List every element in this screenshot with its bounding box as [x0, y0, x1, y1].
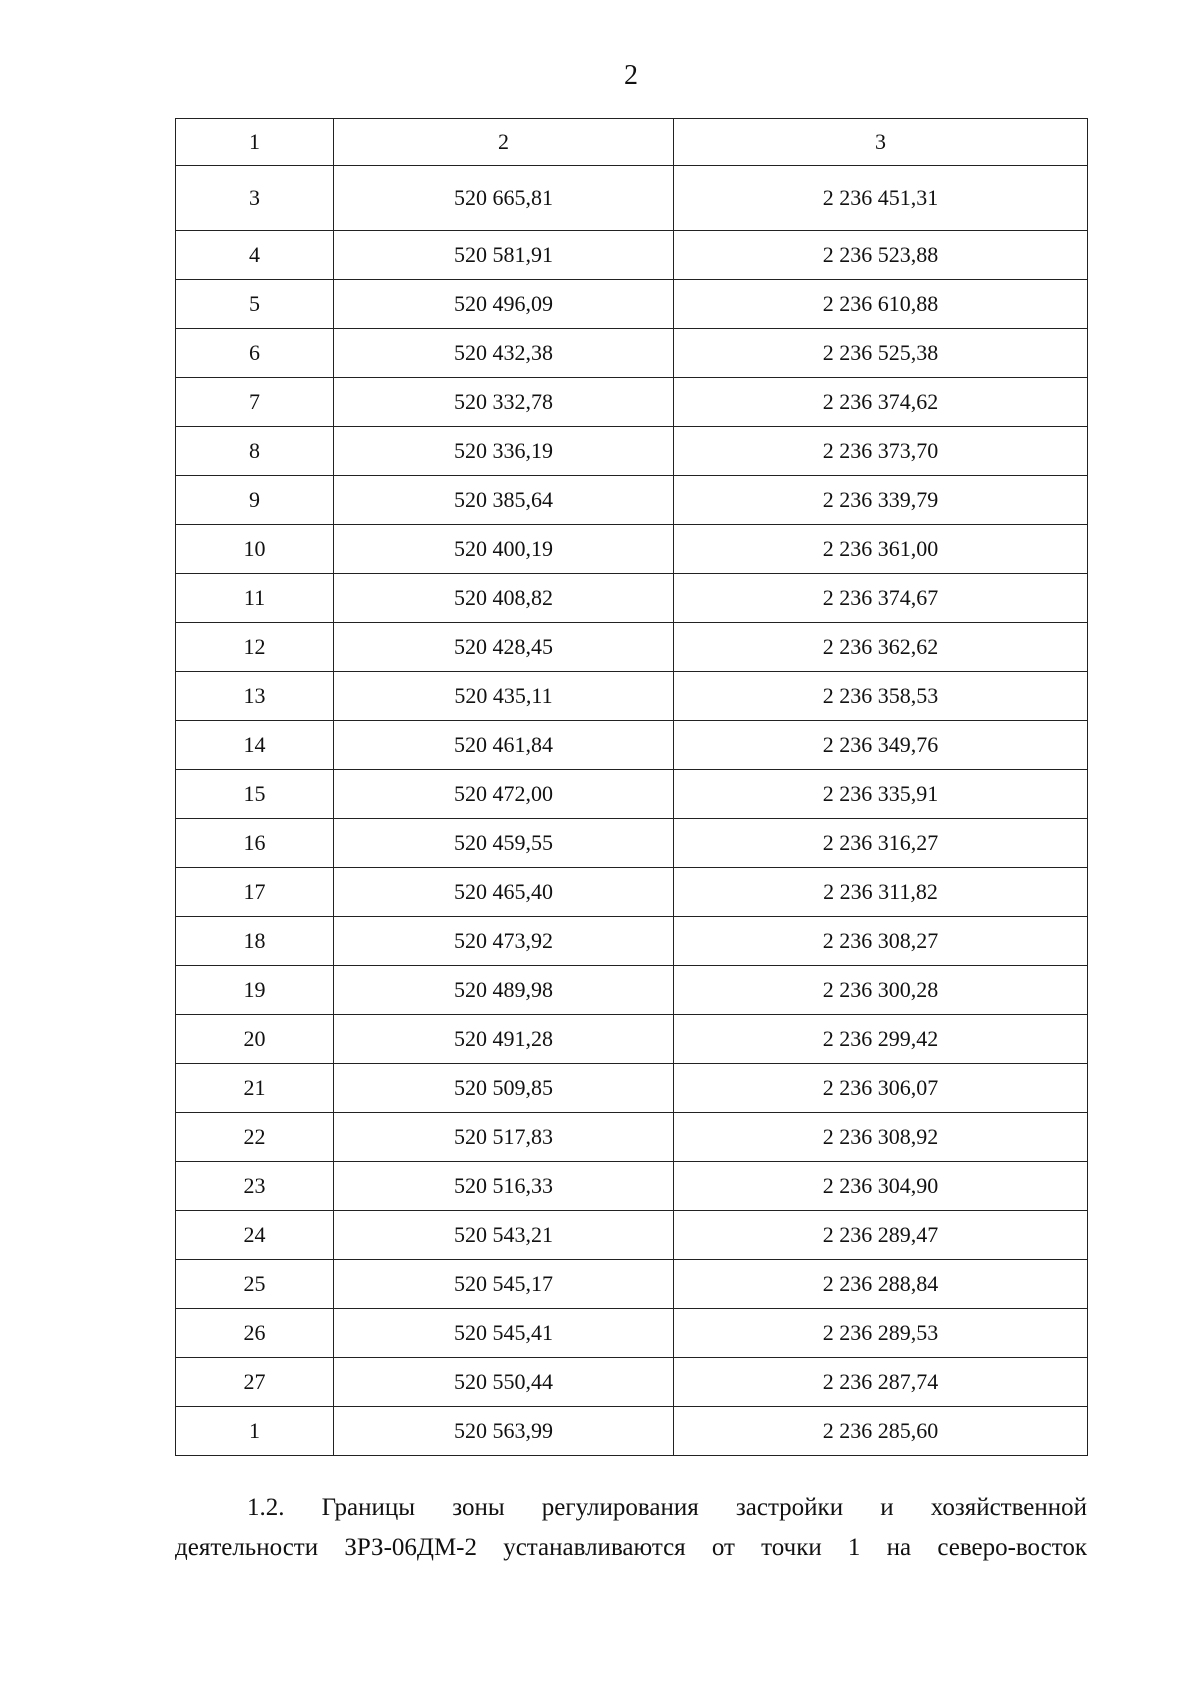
- cell-x-coordinate: 520 385,64: [334, 476, 674, 525]
- cell-point-number: 20: [176, 1015, 334, 1064]
- cell-x-coordinate: 520 336,19: [334, 427, 674, 476]
- header-cell-point: 1: [176, 119, 334, 166]
- cell-x-coordinate: 520 496,09: [334, 280, 674, 329]
- table-header-row: [176, 119, 1088, 166]
- coordinates-table: [175, 118, 1088, 1456]
- table-row: [176, 672, 1088, 721]
- cell-y-coordinate: 2 236 523,88: [674, 231, 1088, 280]
- cell-x-coordinate: 520 461,84: [334, 721, 674, 770]
- cell-x-coordinate: 520 517,83: [334, 1113, 674, 1162]
- cell-y-coordinate: 2 236 289,53: [674, 1309, 1088, 1358]
- cell-y-coordinate: 2 236 451,31: [674, 166, 1088, 231]
- cell-x-coordinate: 520 465,40: [334, 868, 674, 917]
- cell-x-coordinate: 520 550,44: [334, 1358, 674, 1407]
- cell-x-coordinate: 520 435,11: [334, 672, 674, 721]
- table-row: [176, 329, 1088, 378]
- cell-point-number: 12: [176, 623, 334, 672]
- table-row: [176, 623, 1088, 672]
- table-row: [176, 427, 1088, 476]
- cell-y-coordinate: 2 236 525,38: [674, 329, 1088, 378]
- cell-y-coordinate: 2 236 358,53: [674, 672, 1088, 721]
- header-cell-x: 2: [334, 119, 674, 166]
- table-row: [176, 378, 1088, 427]
- cell-x-coordinate: 520 400,19: [334, 525, 674, 574]
- cell-x-coordinate: 520 432,38: [334, 329, 674, 378]
- page-number: 2: [624, 60, 638, 91]
- table-row: [176, 966, 1088, 1015]
- cell-point-number: 19: [176, 966, 334, 1015]
- cell-y-coordinate: 2 236 304,90: [674, 1162, 1088, 1211]
- boundary-paragraph: [175, 1488, 1087, 1568]
- table-row: [176, 1015, 1088, 1064]
- cell-y-coordinate: 2 236 339,79: [674, 476, 1088, 525]
- table-row: [176, 770, 1088, 819]
- cell-point-number: 13: [176, 672, 334, 721]
- cell-point-number: 15: [176, 770, 334, 819]
- table-row: [176, 574, 1088, 623]
- cell-point-number: 1: [176, 1407, 334, 1456]
- cell-point-number: 9: [176, 476, 334, 525]
- cell-point-number: 10: [176, 525, 334, 574]
- cell-x-coordinate: 520 581,91: [334, 231, 674, 280]
- table-row: [176, 231, 1088, 280]
- cell-y-coordinate: 2 236 285,60: [674, 1407, 1088, 1456]
- table-row: [176, 1064, 1088, 1113]
- cell-x-coordinate: 520 428,45: [334, 623, 674, 672]
- cell-x-coordinate: 520 459,55: [334, 819, 674, 868]
- cell-point-number: 11: [176, 574, 334, 623]
- cell-x-coordinate: 520 665,81: [334, 166, 674, 231]
- paragraph-line-2: деятельности ЗРЗ-06ДМ-2 устанавливаются от точки 1 на северо-восток: [175, 1534, 1087, 1561]
- cell-point-number: 26: [176, 1309, 334, 1358]
- cell-point-number: 23: [176, 1162, 334, 1211]
- cell-point-number: 22: [176, 1113, 334, 1162]
- cell-point-number: 3: [176, 166, 334, 231]
- cell-y-coordinate: 2 236 362,62: [674, 623, 1088, 672]
- cell-x-coordinate: 520 516,33: [334, 1162, 674, 1211]
- table-row: [176, 1260, 1088, 1309]
- cell-y-coordinate: 2 236 308,92: [674, 1113, 1088, 1162]
- table-row: [176, 280, 1088, 329]
- cell-y-coordinate: 2 236 300,28: [674, 966, 1088, 1015]
- cell-x-coordinate: 520 472,00: [334, 770, 674, 819]
- cell-x-coordinate: 520 489,98: [334, 966, 674, 1015]
- cell-x-coordinate: 520 473,92: [334, 917, 674, 966]
- table-row: [176, 1407, 1088, 1456]
- cell-point-number: 25: [176, 1260, 334, 1309]
- cell-point-number: 17: [176, 868, 334, 917]
- table-row: [176, 721, 1088, 770]
- cell-y-coordinate: 2 236 308,27: [674, 917, 1088, 966]
- table-row: [176, 166, 1088, 231]
- cell-y-coordinate: 2 236 610,88: [674, 280, 1088, 329]
- cell-point-number: 5: [176, 280, 334, 329]
- header-cell-y: 3: [674, 119, 1088, 166]
- cell-x-coordinate: 520 545,41: [334, 1309, 674, 1358]
- cell-point-number: 18: [176, 917, 334, 966]
- cell-x-coordinate: 520 491,28: [334, 1015, 674, 1064]
- cell-y-coordinate: 2 236 299,42: [674, 1015, 1088, 1064]
- cell-y-coordinate: 2 236 311,82: [674, 868, 1088, 917]
- cell-y-coordinate: 2 236 349,76: [674, 721, 1088, 770]
- cell-y-coordinate: 2 236 335,91: [674, 770, 1088, 819]
- cell-point-number: 6: [176, 329, 334, 378]
- cell-y-coordinate: 2 236 374,67: [674, 574, 1088, 623]
- cell-x-coordinate: 520 332,78: [334, 378, 674, 427]
- cell-x-coordinate: 520 408,82: [334, 574, 674, 623]
- cell-point-number: 8: [176, 427, 334, 476]
- cell-point-number: 21: [176, 1064, 334, 1113]
- table-row: [176, 525, 1088, 574]
- cell-y-coordinate: 2 236 374,62: [674, 378, 1088, 427]
- cell-y-coordinate: 2 236 316,27: [674, 819, 1088, 868]
- table-row: [176, 1162, 1088, 1211]
- paragraph-line-1: 1.2. Границы зоны регулирования застройки и хозяйственной: [247, 1494, 1087, 1521]
- cell-point-number: 7: [176, 378, 334, 427]
- cell-x-coordinate: 520 563,99: [334, 1407, 674, 1456]
- table-row: [176, 819, 1088, 868]
- table-row: [176, 1358, 1088, 1407]
- cell-y-coordinate: 2 236 289,47: [674, 1211, 1088, 1260]
- cell-y-coordinate: 2 236 306,07: [674, 1064, 1088, 1113]
- cell-x-coordinate: 520 543,21: [334, 1211, 674, 1260]
- cell-x-coordinate: 520 545,17: [334, 1260, 674, 1309]
- table-row: [176, 868, 1088, 917]
- cell-point-number: 16: [176, 819, 334, 868]
- table-row: [176, 476, 1088, 525]
- cell-point-number: 27: [176, 1358, 334, 1407]
- cell-point-number: 14: [176, 721, 334, 770]
- table-row: [176, 1113, 1088, 1162]
- cell-y-coordinate: 2 236 287,74: [674, 1358, 1088, 1407]
- cell-y-coordinate: 2 236 361,00: [674, 525, 1088, 574]
- cell-point-number: 24: [176, 1211, 334, 1260]
- table-row: [176, 1309, 1088, 1358]
- cell-point-number: 4: [176, 231, 334, 280]
- cell-x-coordinate: 520 509,85: [334, 1064, 674, 1113]
- table-row: [176, 917, 1088, 966]
- table-row: [176, 1211, 1088, 1260]
- cell-y-coordinate: 2 236 373,70: [674, 427, 1088, 476]
- cell-y-coordinate: 2 236 288,84: [674, 1260, 1088, 1309]
